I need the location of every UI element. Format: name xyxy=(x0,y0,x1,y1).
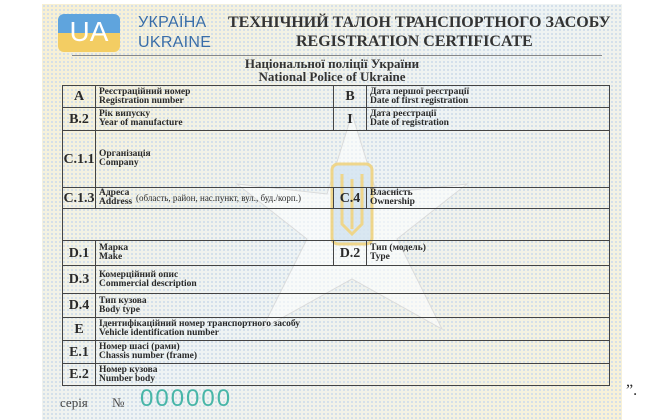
country-en: UKRAINE xyxy=(138,34,212,51)
field-commercial-description: Комерційний опис Commercial description xyxy=(96,266,610,294)
field-date-first-registration: Дата першої реєстрації Date of first registration xyxy=(367,86,610,108)
field-code: E.2 xyxy=(63,364,96,386)
fields-table xyxy=(62,85,610,386)
field-type: Тип (модель) Type xyxy=(367,241,610,266)
document-number: 000000 xyxy=(140,385,233,412)
field-year-of-manufacture: Рік випуску Year of manufacture xyxy=(96,108,334,131)
field-make: Марка Make xyxy=(96,241,334,266)
field-code: E.1 xyxy=(63,341,96,364)
field-code: D.2 xyxy=(334,241,367,266)
field-body-number: Номер кузова Number body xyxy=(96,364,610,386)
field-chassis-number: Номер шасі (рами) Chassis number (frame) xyxy=(96,341,610,364)
issuer-en: National Police of Ukraine xyxy=(258,69,406,84)
closing-quote: ”. xyxy=(626,382,638,399)
field-code: C.1.3 xyxy=(63,188,96,209)
logo-text: UA xyxy=(69,16,109,47)
field-code: B xyxy=(334,86,367,108)
field-code: C.1.1 xyxy=(63,131,96,188)
field-date-of-registration: Дата реєстрації Date of registration xyxy=(367,108,610,131)
registration-certificate xyxy=(42,4,622,420)
field-body-type: Тип кузова Body type xyxy=(96,294,610,318)
field-code: E xyxy=(63,318,96,341)
field-vin: Ідентифікаційний номер транспортного засобу Vehicle identification number xyxy=(96,318,610,341)
ua-logo xyxy=(58,14,120,52)
number-label: № xyxy=(112,395,125,410)
field-code: A xyxy=(63,86,96,108)
field-registration-number: Реєстраційний номер Registration number xyxy=(96,86,334,108)
field-code: D.3 xyxy=(63,266,96,294)
field-code: B.2 xyxy=(63,108,96,131)
field-address: Адреса Address (область, район, нас.пункт, вул., буд./корп.) xyxy=(96,188,334,209)
country-name xyxy=(138,13,211,53)
title-en: REGISTRATION CERTIFICATE xyxy=(296,33,533,50)
field-code: C.4 xyxy=(334,188,367,209)
title-ua: ТЕХНІЧНИЙ ТАЛОН ТРАНСПОРТНОГО ЗАСОБУ xyxy=(228,14,611,31)
issuer-ua: Національної поліції України xyxy=(244,56,420,71)
field-company: Організація Company xyxy=(96,131,610,188)
field-code: D.4 xyxy=(63,294,96,318)
series-label: серія xyxy=(60,395,88,410)
blank-row xyxy=(63,209,610,241)
address-note: (область, район, нас.пункт, вул., буд./корп.) xyxy=(136,193,301,203)
issuer xyxy=(42,57,622,83)
field-ownership: Власність Ownership xyxy=(367,188,610,209)
field-code: I xyxy=(334,108,367,131)
country-ua: УКРАЇНА xyxy=(138,14,207,31)
field-code: D.1 xyxy=(63,241,96,266)
